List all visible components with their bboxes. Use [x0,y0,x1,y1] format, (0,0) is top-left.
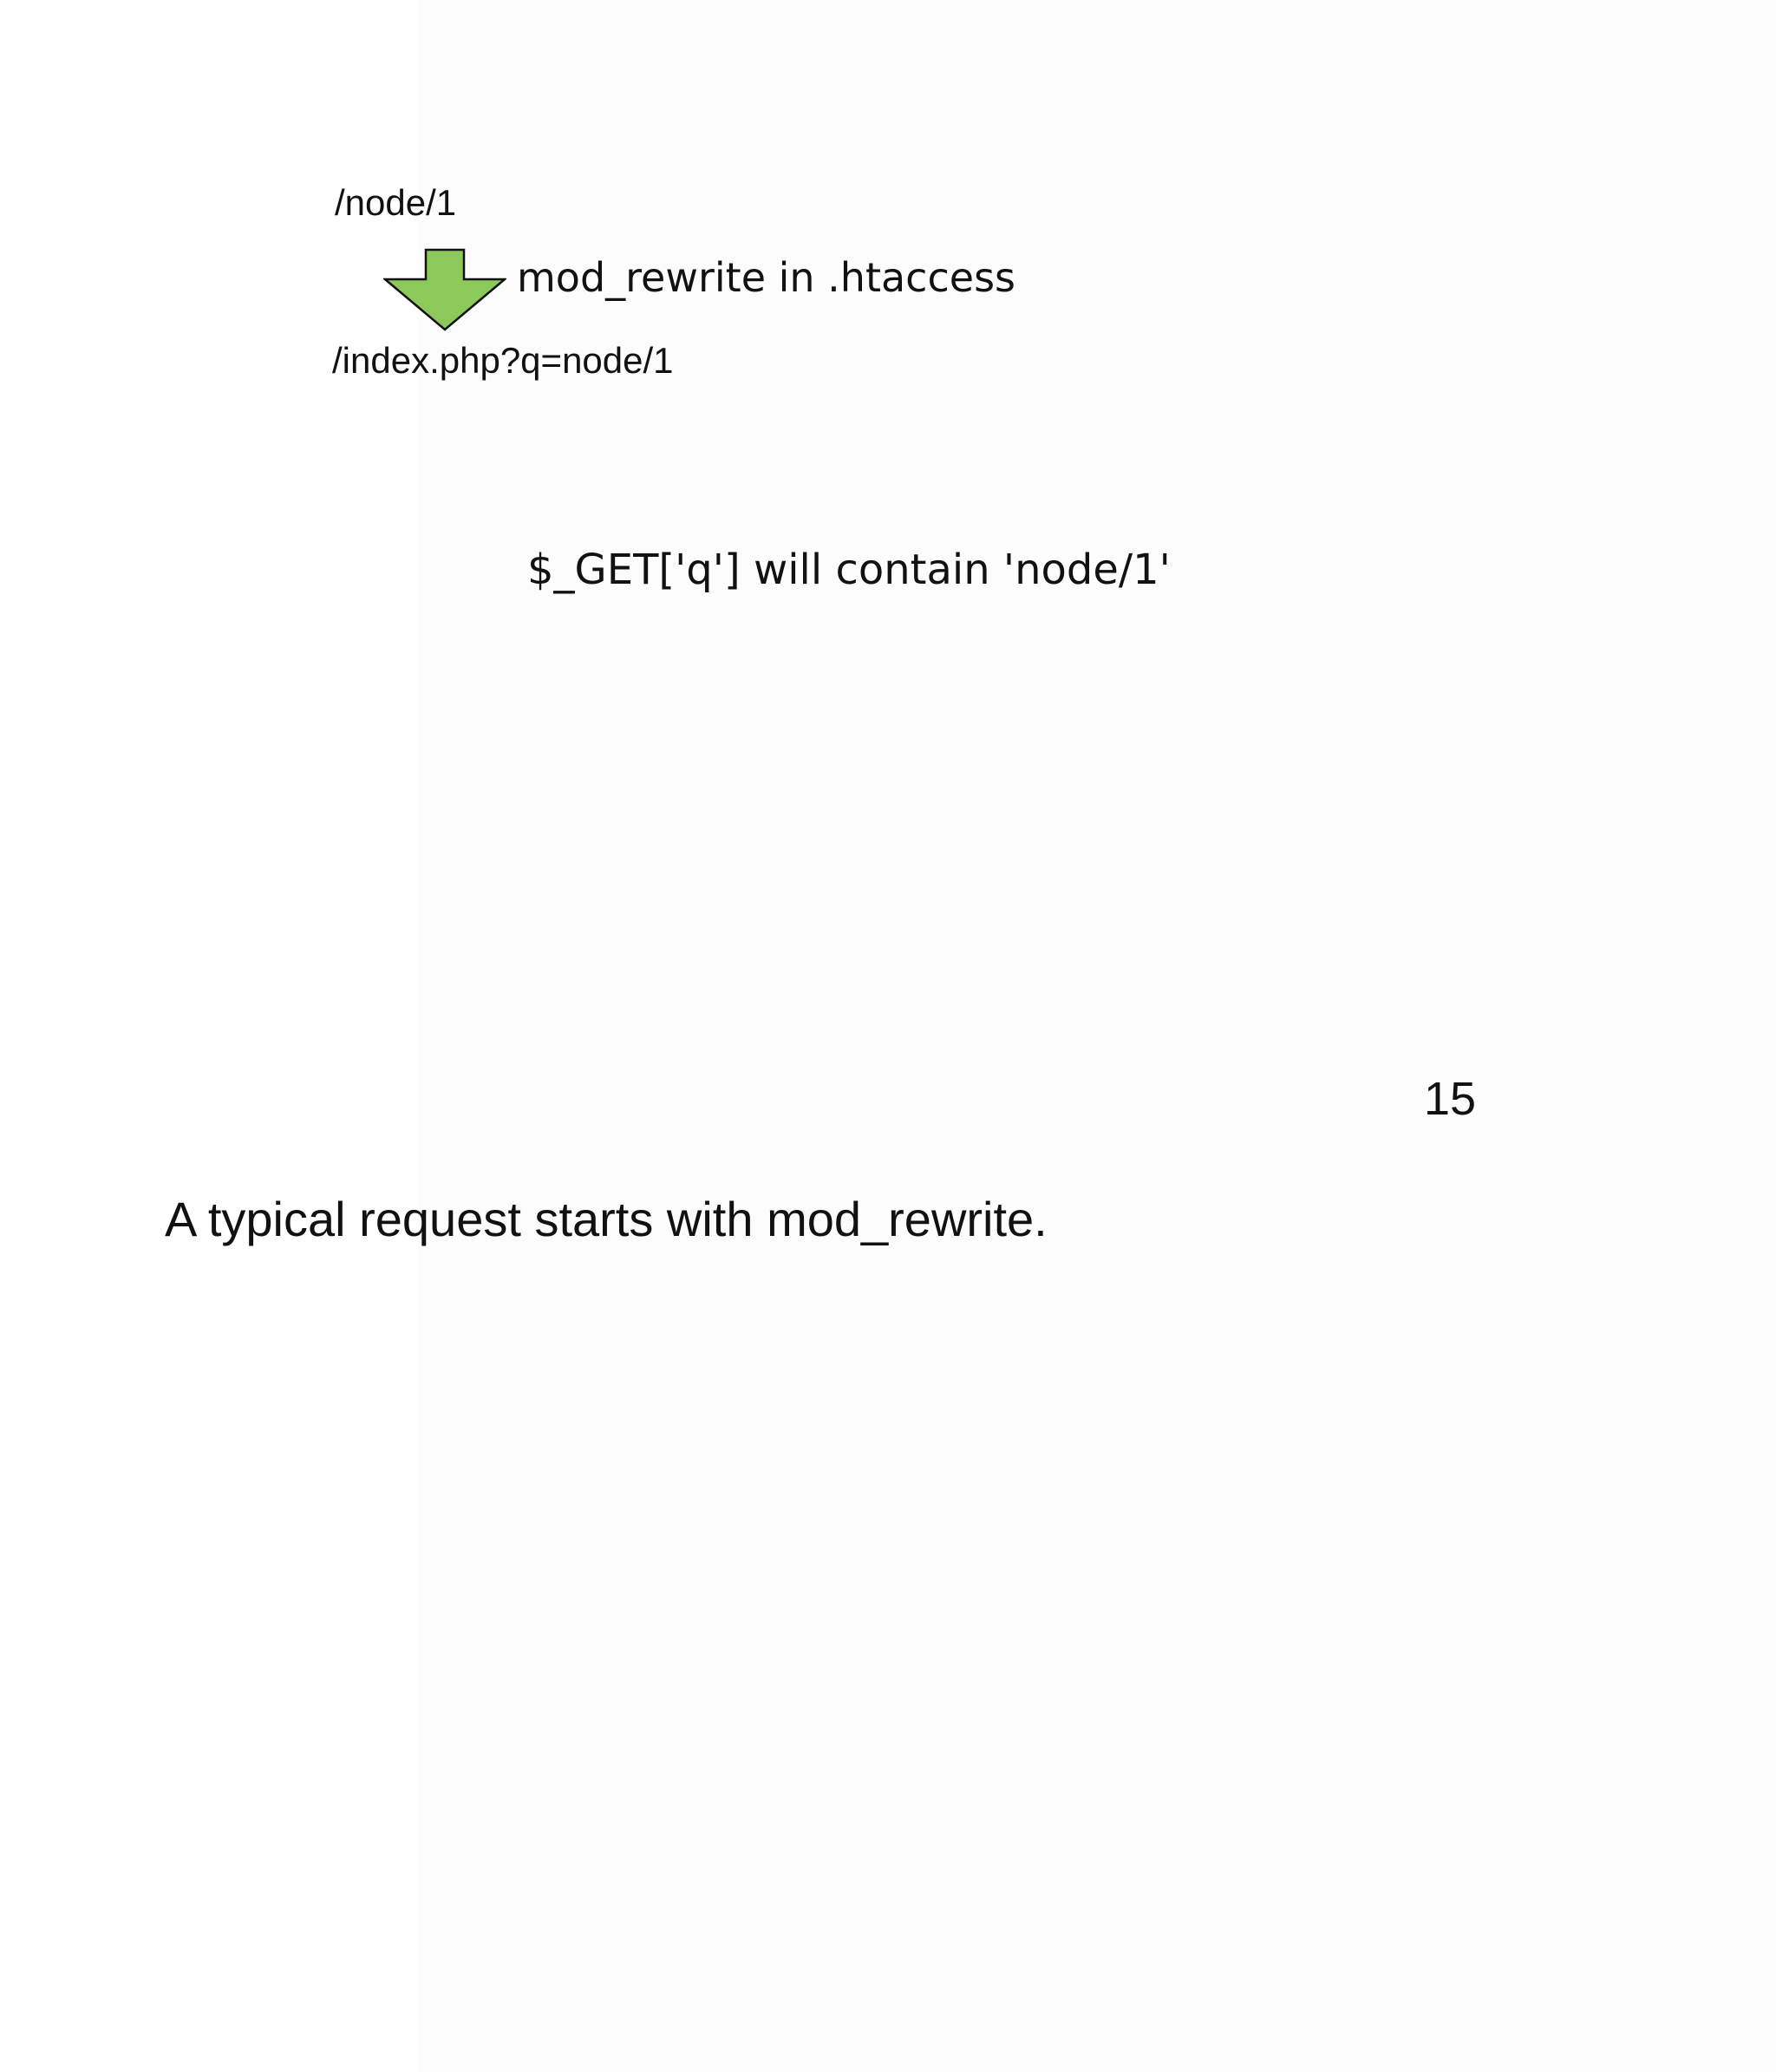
rewrite-label: mod_rewrite in .htaccess [517,254,1015,301]
page-number: 15 [1424,1073,1477,1125]
source-url: /node/1 [335,182,457,223]
speaker-note: A typical request starts with mod_rewrite. [165,1192,1048,1246]
down-arrow-icon [383,248,506,331]
get-parameter-note: $_GET['q'] will contain 'node/1' [527,546,1171,594]
rewritten-url: /index.php?q=node/1 [332,340,674,381]
